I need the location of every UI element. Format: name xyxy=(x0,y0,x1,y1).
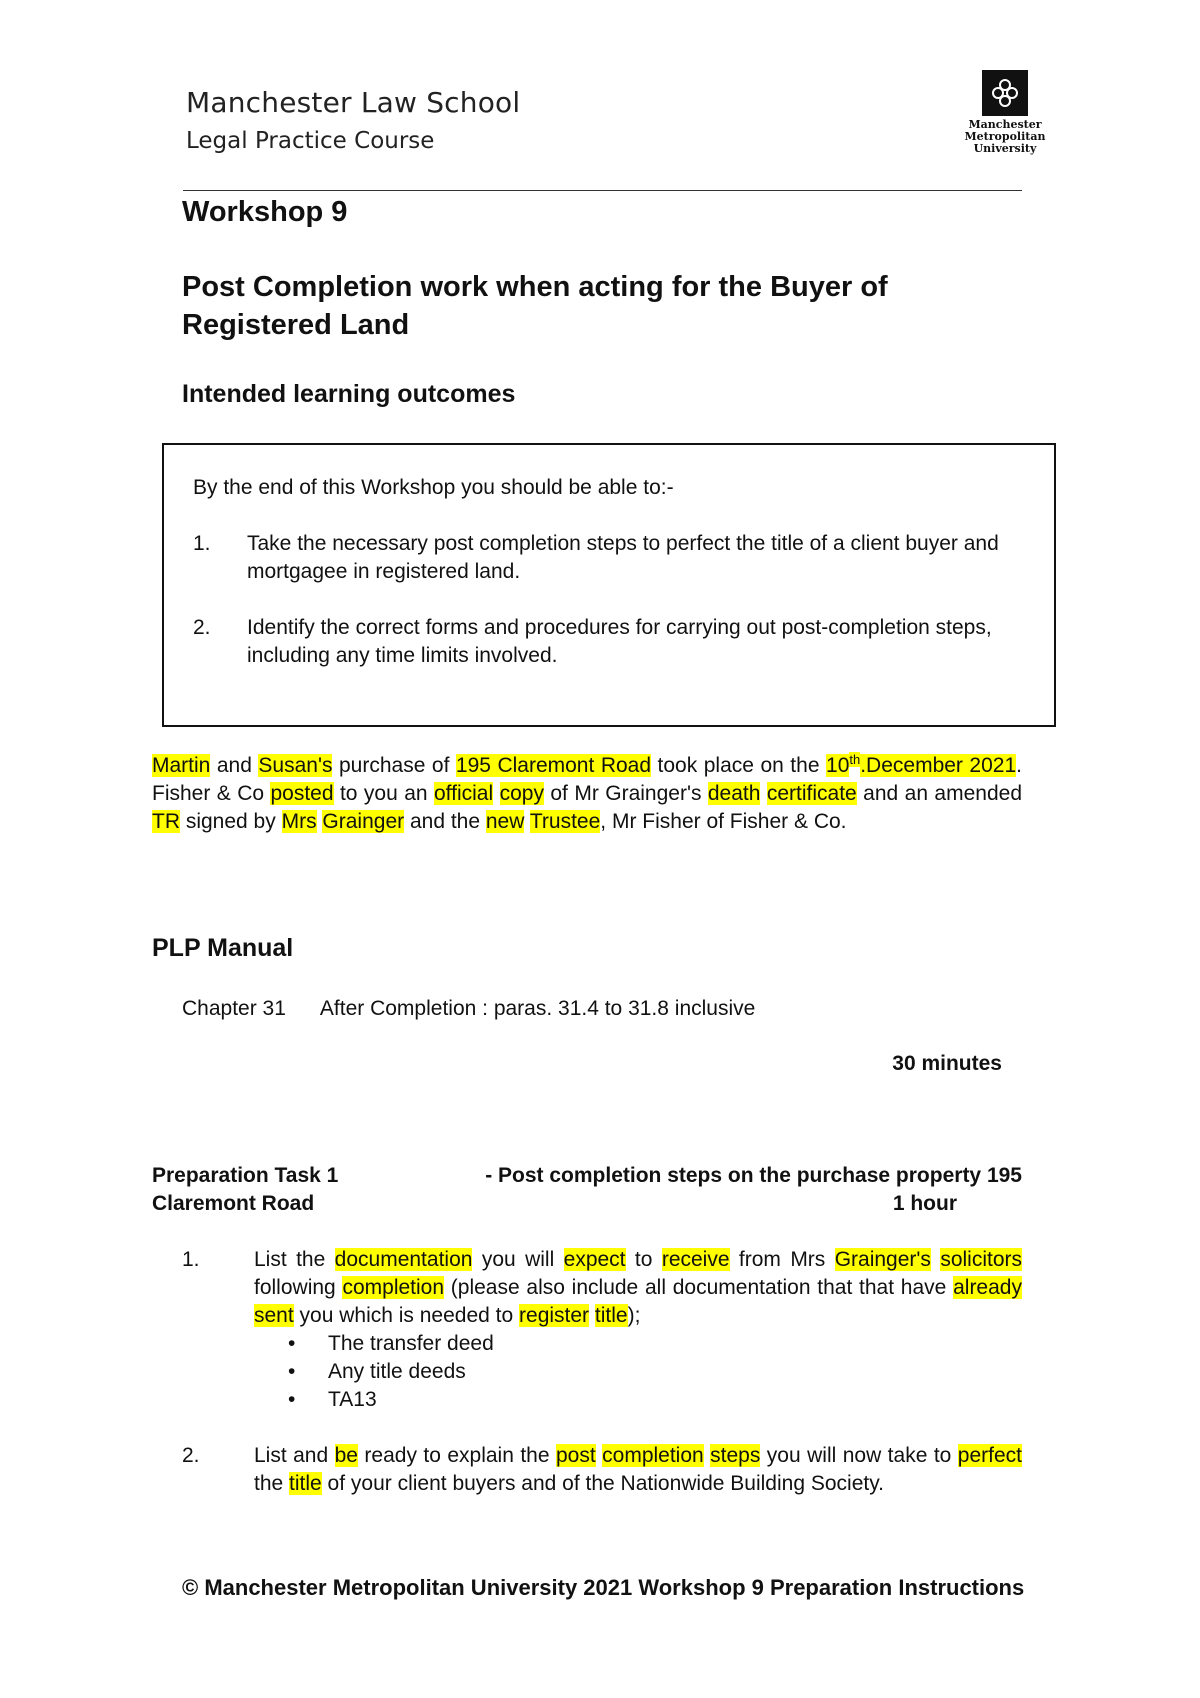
document-list xyxy=(254,1330,1022,1414)
highlighted-text: Martin xyxy=(152,754,211,777)
question-number: 2. xyxy=(182,1444,200,1467)
text-run xyxy=(493,782,499,805)
header-divider xyxy=(183,190,1022,191)
scenario-paragraph xyxy=(152,752,1022,836)
session-title: Post Completion work when acting for the Buyer of Registered Land xyxy=(182,271,888,341)
task-heading xyxy=(152,1162,1022,1218)
ilo-item-number: 2. xyxy=(193,616,211,639)
highlighted-text: documentation xyxy=(334,1248,473,1271)
highlighted-text: sent xyxy=(254,1304,294,1327)
highlighted-text: 10 xyxy=(826,754,850,777)
text-run: following xyxy=(254,1276,343,1299)
text-run: , Mr Fisher of Fisher & Co. xyxy=(600,810,847,833)
list-item: • Any title deeds xyxy=(328,1358,1022,1386)
highlighted-text: TR xyxy=(152,810,180,833)
highlighted-text: 195 Claremont Road xyxy=(455,754,652,777)
highlighted-text: official xyxy=(434,782,494,805)
highlighted-text: expect xyxy=(563,1248,626,1271)
highlighted-text: new xyxy=(485,810,525,833)
highlighted-text: posted xyxy=(270,782,334,805)
text-run: to xyxy=(625,1248,662,1271)
text-run: you which is needed to xyxy=(293,1304,520,1327)
text-run: of your client buyers and of the Nationwide Building Society. xyxy=(321,1472,884,1495)
course-name: Legal Practice Course xyxy=(186,128,435,154)
text-run: and the xyxy=(404,810,486,833)
plp-duration: 30 minutes xyxy=(892,1052,1002,1075)
text-run: to you an xyxy=(333,782,434,805)
task-title-line1: - Post completion steps on the purchase property 195 xyxy=(485,1164,1022,1187)
logo-text-line: University xyxy=(973,142,1037,155)
list-item: • TA13 xyxy=(328,1386,1022,1414)
task-question xyxy=(182,1246,1022,1414)
text-run: from Mrs xyxy=(729,1248,835,1271)
highlighted-text: already xyxy=(953,1276,1022,1299)
highlighted-text: register xyxy=(519,1304,590,1327)
ilo-heading: Intended learning outcomes xyxy=(182,380,516,408)
text-run xyxy=(931,1248,940,1271)
text-run: ready to explain the xyxy=(357,1444,556,1467)
workshop-title: Workshop 9 xyxy=(182,196,348,228)
highlighted-text: be xyxy=(334,1444,358,1467)
highlighted-superscript: th xyxy=(849,752,861,767)
task-title-line2: Claremont Road xyxy=(152,1192,315,1215)
ilo-intro: By the end of this Workshop you should be able to:- xyxy=(193,476,674,499)
highlighted-text: completion xyxy=(342,1276,445,1299)
text-run: ); xyxy=(627,1304,641,1327)
highlighted-text: Grainger xyxy=(322,810,405,833)
school-name: Manchester Law School xyxy=(186,86,521,119)
ilo-item-text: Identify the correct forms and procedures for carrying out post-completion steps, including any time limits involved. xyxy=(247,616,992,667)
ilo-item-text: Take the necessary post completion steps to perfect the title of a client buyer and mortgagee in registered land. xyxy=(247,532,999,583)
text-run: signed by xyxy=(180,810,282,833)
text-run: the xyxy=(254,1472,290,1495)
highlighted-text: .December 2021 xyxy=(860,754,1017,777)
ilo-item xyxy=(193,614,1043,670)
mmu-logo-icon xyxy=(982,70,1028,116)
text-run: (please also include all documentation that that have xyxy=(444,1276,954,1299)
question-number: 1. xyxy=(182,1248,200,1271)
task-question xyxy=(182,1442,1022,1498)
highlighted-text: Trustee xyxy=(529,810,601,833)
highlighted-text: perfect xyxy=(957,1444,1022,1467)
task-duration: 1 hour xyxy=(892,1192,957,1215)
highlighted-text: Susan's xyxy=(258,754,333,777)
text-run xyxy=(589,1304,595,1327)
highlighted-text: title xyxy=(594,1304,628,1327)
chapter-paras: After Completion : paras. 31.4 to 31.8 inclusive xyxy=(319,997,756,1020)
text-run: purchase of xyxy=(332,754,456,777)
highlighted-text: post xyxy=(555,1444,596,1467)
question-text xyxy=(254,1246,1022,1330)
text-run: and an amended xyxy=(856,782,1022,805)
list-item: • The transfer deed xyxy=(328,1330,1022,1358)
task-label: Preparation Task 1 xyxy=(152,1164,339,1187)
text-run: and xyxy=(210,754,259,777)
text-run xyxy=(760,782,766,805)
text-run: you will xyxy=(472,1248,564,1271)
highlighted-text: solicitors xyxy=(940,1248,1023,1271)
highlighted-text: steps xyxy=(710,1444,761,1467)
logo-text-line: Manchester xyxy=(968,118,1042,131)
text-run: took place on the xyxy=(651,754,827,777)
highlighted-text: Mrs xyxy=(281,810,317,833)
highlighted-text: completion xyxy=(602,1444,704,1467)
text-run: List the xyxy=(254,1248,335,1271)
text-run: List and xyxy=(254,1444,335,1467)
text-run: you will now take to xyxy=(760,1444,958,1467)
highlighted-text: copy xyxy=(499,782,544,805)
ilo-item xyxy=(193,530,1043,586)
plp-heading: PLP Manual xyxy=(152,934,294,962)
chapter-number: Chapter 31 xyxy=(182,997,286,1020)
university-logo xyxy=(960,70,1050,155)
highlighted-text: Grainger's xyxy=(834,1248,931,1271)
text-run: of Mr Grainger's xyxy=(543,782,708,805)
ilo-item-number: 1. xyxy=(193,532,211,555)
highlighted-text: title xyxy=(289,1472,322,1495)
highlighted-text: death xyxy=(707,782,761,805)
question-text xyxy=(254,1442,1022,1498)
text-run: . Fisher & Co xyxy=(152,754,1022,805)
highlighted-text: certificate xyxy=(766,782,857,805)
logo-text-line: Metropolitan xyxy=(964,130,1046,143)
page-footer: © Manchester Metropolitan University 2021 Workshop 9 Preparation Instructions xyxy=(182,1575,1025,1600)
chapter-reference xyxy=(182,997,755,1021)
highlighted-text: receive xyxy=(661,1248,730,1271)
